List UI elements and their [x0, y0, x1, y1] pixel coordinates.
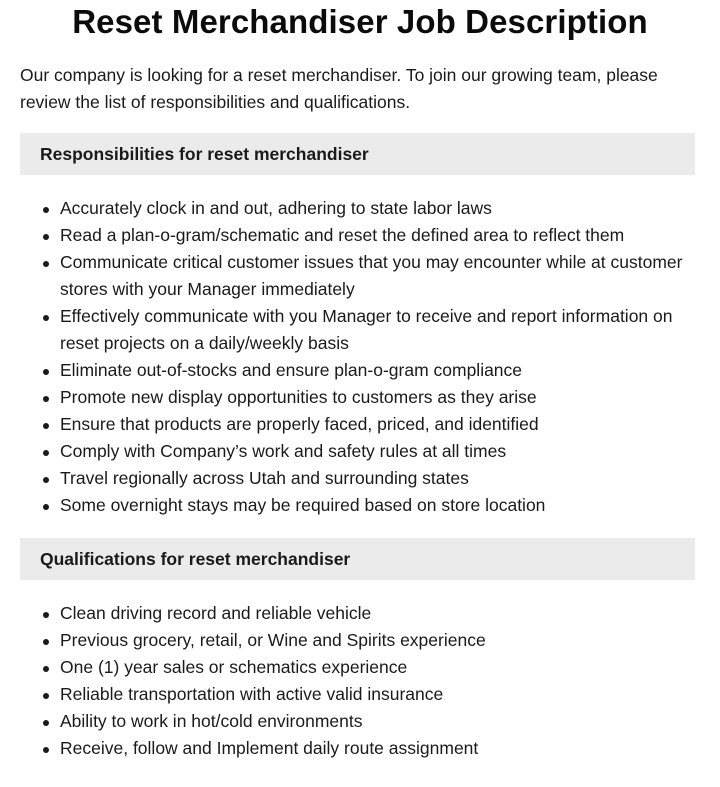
list-item: Effectively communicate with you Manager to receive and report information on reset projects on a daily/weekly basis: [20, 303, 695, 357]
page-title: Reset Merchandiser Job Description: [72, 3, 648, 40]
responsibilities-heading: Responsibilities for reset merchandiser: [20, 133, 695, 175]
list-item: One (1) year sales or schematics experience: [20, 654, 695, 681]
list-item: Reliable transportation with active valid insurance: [20, 681, 695, 708]
qualifications-list: [20, 600, 695, 762]
list-item: Comply with Company’s work and safety rules at all times: [20, 438, 695, 465]
list-item: Ensure that products are properly faced, priced, and identified: [20, 411, 695, 438]
list-item: Eliminate out-of-stocks and ensure plan-o-gram compliance: [20, 357, 695, 384]
list-item: Accurately clock in and out, adhering to state labor laws: [20, 195, 695, 222]
list-item: Receive, follow and Implement daily route assignment: [20, 735, 695, 762]
list-item: Clean driving record and reliable vehicle: [20, 600, 695, 627]
list-item: Ability to work in hot/cold environments: [20, 708, 695, 735]
qualifications-heading: Qualifications for reset merchandiser: [20, 538, 695, 580]
list-item: Previous grocery, retail, or Wine and Spirits experience: [20, 627, 695, 654]
list-item: Read a plan-o-gram/schematic and reset the defined area to reflect them: [20, 222, 695, 249]
list-item: Some overnight stays may be required based on store location: [20, 492, 695, 519]
responsibilities-list: [20, 195, 695, 519]
list-item: Promote new display opportunities to customers as they arise: [20, 384, 695, 411]
list-item: Travel regionally across Utah and surrounding states: [20, 465, 695, 492]
intro-paragraph: Our company is looking for a reset merchandiser. To join our growing team, please review the list of responsibilities and qualifications.: [20, 65, 658, 112]
list-item: Communicate critical customer issues that you may encounter while at customer stores with your Manager immediately: [20, 249, 695, 303]
